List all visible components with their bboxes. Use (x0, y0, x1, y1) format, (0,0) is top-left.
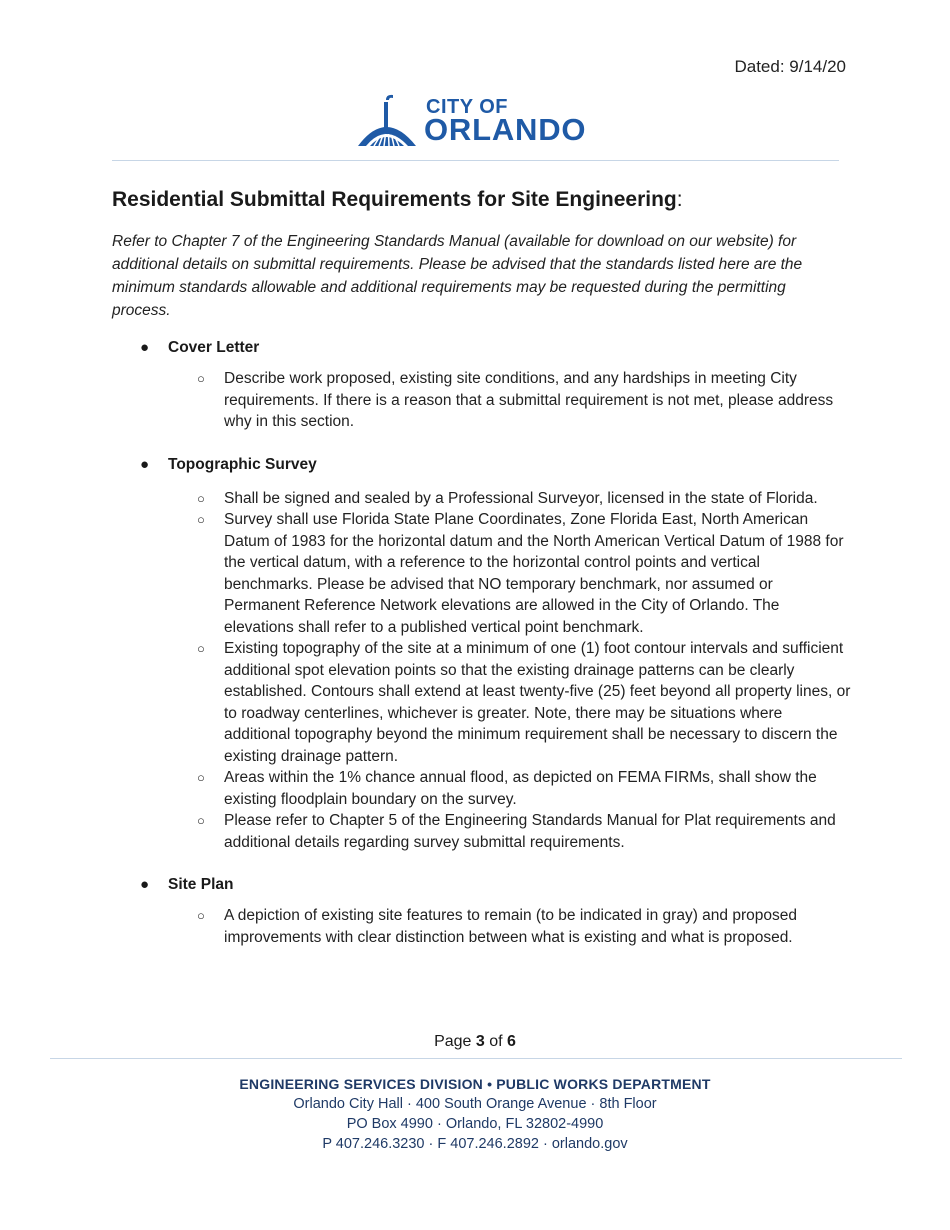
section-heading-text: Topographic Survey (168, 455, 317, 473)
requirements-list (112, 336, 852, 948)
circle-bullet-icon: ○ (197, 371, 205, 386)
sub-list (112, 368, 852, 433)
section-topographic-survey (112, 453, 852, 854)
circle-bullet-icon: ○ (197, 512, 205, 527)
page-of: of (484, 1033, 508, 1050)
circle-bullet-icon: ○ (197, 641, 205, 656)
footer (0, 1074, 950, 1154)
sub-list (112, 488, 852, 854)
list-item (112, 509, 852, 638)
list-item (112, 810, 852, 853)
section-cover-letter (112, 336, 852, 433)
list-item (112, 638, 852, 767)
footer-contact: P 407.246.3230 · F 407.246.2892 · orlando.gov (322, 1136, 628, 1152)
list-item-text: Please refer to Chapter 5 of the Engineering Standards Manual for Plat requirements and additional details regarding survey submittal requirements. (224, 812, 836, 851)
circle-bullet-icon: ○ (197, 770, 205, 785)
list-item-text: Areas within the 1% chance annual flood, as depicted on FEMA FIRMs, shall show the existing floodplain boundary on the survey. (224, 769, 817, 808)
section-heading (112, 453, 852, 476)
list-item-text: Existing topography of the site at a minimum of one (1) foot contour intervals and sufficient additional spot elevation points so that the existing drainage patterns can be clearly established. Contours shall extend at least twenty-five (25) feet beyond all property lines, or to roadway centerlines, whichever is greater. Note, there may be situations where additional topography beyond the minimum requirement shall be necessary to discern the existing drainage pattern. (224, 640, 851, 765)
list-item (112, 368, 852, 433)
page-total: 6 (507, 1033, 516, 1050)
logo-text-orlando: ORLANDO (424, 112, 587, 147)
page-prefix: Page (434, 1033, 476, 1050)
bullet-icon: ● (140, 339, 150, 356)
list-item (112, 905, 852, 948)
list-item (112, 488, 852, 510)
section-heading (112, 873, 852, 896)
intro-paragraph: Refer to Chapter 7 of the Engineering Standards Manual (available for download on our website) for additional details on submittal requirements. Please be advised that the standards listed here are the minimum standards allowable and additional requirements may be requested during the permitting process. (112, 233, 803, 319)
list-item-text: A depiction of existing site features to remain (to be indicated in gray) and proposed improvements with clear distinction between what is existing and what is proposed. (224, 907, 797, 946)
date-label: Dated: 9/14/20 (734, 57, 846, 76)
bullet-icon: ● (140, 876, 150, 893)
fountain-icon (356, 94, 420, 150)
sub-list (112, 905, 852, 948)
city-of-orlando-logo (356, 94, 596, 150)
bullet-icon: ● (140, 455, 150, 473)
section-heading-text: Cover Letter (168, 339, 260, 356)
footer-department: ENGINEERING SERVICES DIVISION • PUBLIC WORKS DEPARTMENT (239, 1076, 711, 1092)
footer-address-1: Orlando City Hall · 400 South Orange Avenue · 8th Floor (293, 1096, 657, 1112)
logo-text-city-of: CITY OF (426, 96, 509, 118)
page-title (112, 188, 683, 212)
page-current: 3 (475, 1033, 485, 1050)
list-item (112, 767, 852, 810)
list-item-text: Describe work proposed, existing site conditions, and any hardships in meeting City requirements. If there is a reason that a submittal requirement is not met, please address why in this section. (224, 370, 834, 430)
circle-bullet-icon: ○ (197, 908, 205, 923)
footer-address-2: PO Box 4990 · Orlando, FL 32802-4990 (346, 1116, 604, 1132)
section-site-plan (112, 873, 852, 948)
page-number (0, 1033, 950, 1051)
footer-divider (50, 1058, 902, 1059)
list-item-text: Shall be signed and sealed by a Professional Surveyor, licensed in the state of Florida. (224, 489, 818, 507)
title-text: Residential Submittal Requirements for Site Engineering (112, 188, 677, 211)
section-heading (112, 336, 852, 359)
section-heading-text: Site Plan (168, 876, 234, 893)
title-colon: : (676, 188, 683, 211)
circle-bullet-icon: ○ (197, 490, 205, 506)
header-divider (112, 160, 839, 161)
list-item-text: Survey shall use Florida State Plane Coordinates, Zone Florida East, North American Datum of 1983 for the horizontal datum and the North American Vertical Datum of 1988 for the vertical datum, with a reference to the horizontal control points and vertical benchmarks. Please be advised that NO temporary benchmark, nor assumed or Permanent Reference Network elevations are allowed in the City of Orlando. The elevations shall refer to a published vertical point benchmark. (224, 511, 844, 636)
circle-bullet-icon: ○ (197, 813, 205, 828)
